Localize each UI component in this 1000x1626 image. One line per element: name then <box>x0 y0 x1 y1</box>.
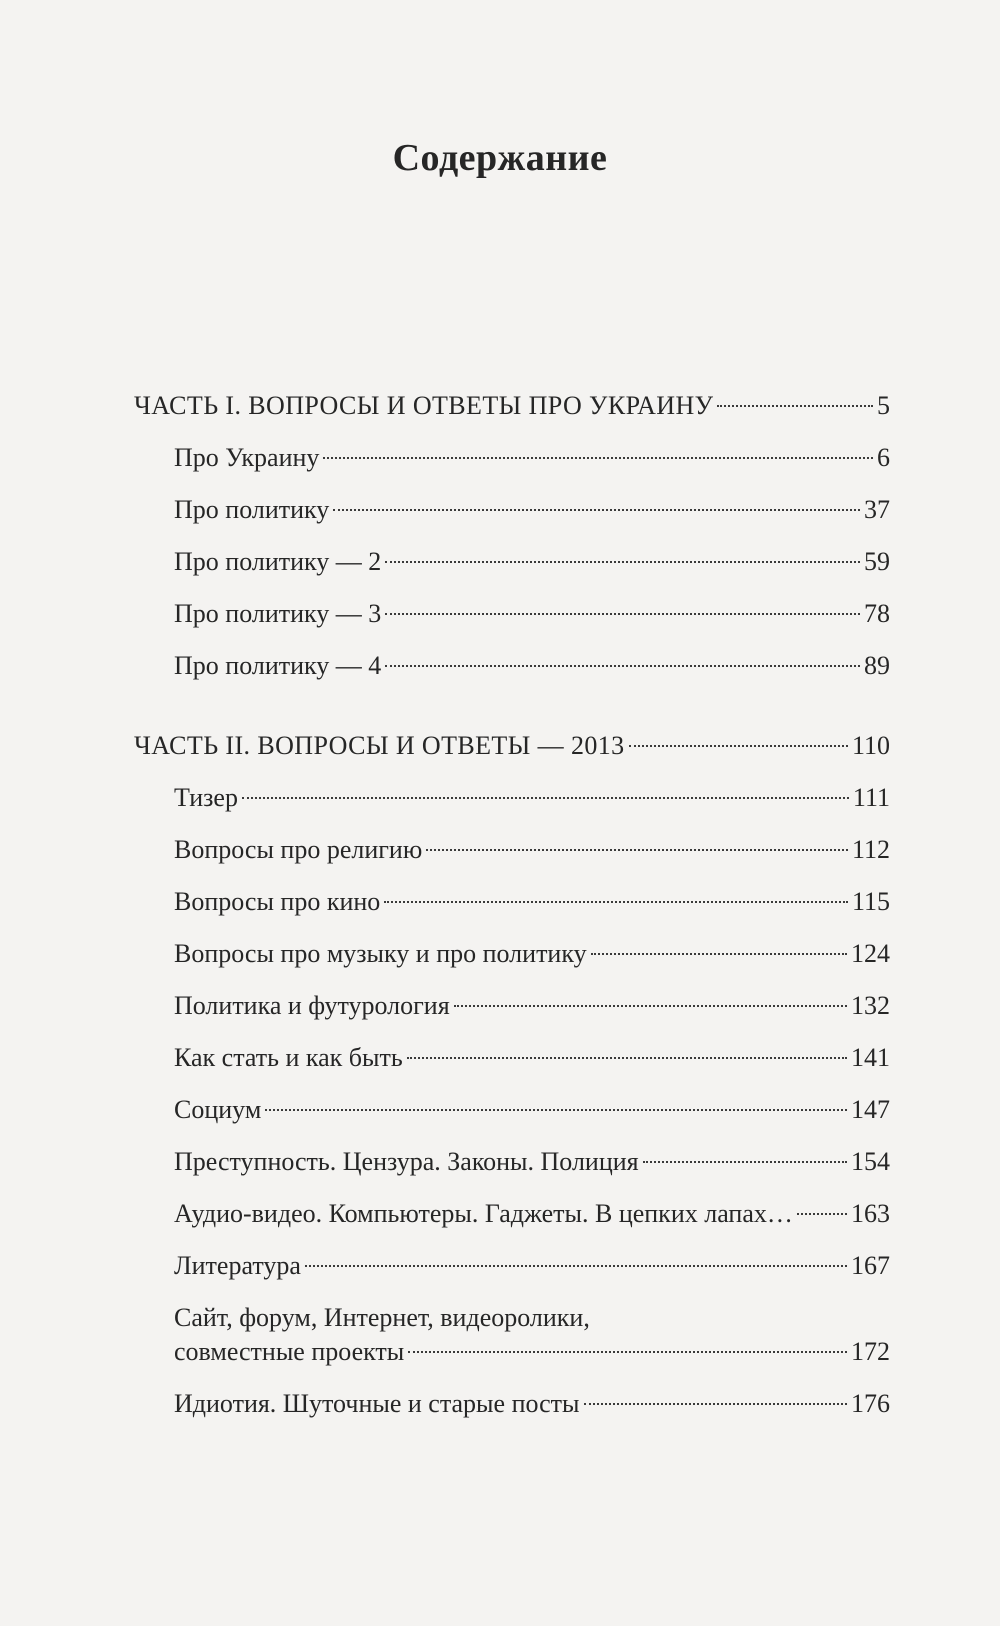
dot-leader <box>717 405 873 407</box>
toc-entry-title: Про политику — 4 <box>174 651 382 680</box>
toc-page-number: 89 <box>864 651 890 680</box>
toc-entry-title: Преступность. Цензура. Законы. Полиция <box>174 1147 639 1176</box>
dot-leader <box>305 1265 847 1267</box>
toc-part-1 <box>134 380 890 692</box>
toc-page-number: 37 <box>864 495 890 524</box>
dot-leader <box>385 665 860 667</box>
dot-leader <box>333 509 860 511</box>
dot-leader <box>242 797 849 799</box>
dot-leader <box>591 953 847 955</box>
toc-part-2 <box>134 720 890 1430</box>
toc-entry[interactable] <box>134 588 890 640</box>
toc-page-number: 147 <box>851 1095 890 1124</box>
dot-leader <box>426 849 848 851</box>
toc-entry[interactable] <box>134 928 890 980</box>
toc-entry-title: Про политику — 3 <box>174 599 382 628</box>
toc-entry-title: Аудио-видео. Компьютеры. Гаджеты. В цепких лапах… <box>174 1199 793 1228</box>
dot-leader <box>584 1403 847 1405</box>
toc-entry[interactable] <box>134 1240 890 1292</box>
toc-page-number: 59 <box>864 547 890 576</box>
toc-page-number: 5 <box>877 391 890 420</box>
toc-entry[interactable] <box>134 1378 890 1430</box>
toc-part-title: ЧАСТЬ I. ВОПРОСЫ И ОТВЕТЫ ПРО УКРАИНУ <box>134 391 714 420</box>
dot-leader <box>797 1213 847 1215</box>
toc-page-number: 163 <box>851 1199 890 1228</box>
toc-entry-title: Тизер <box>174 783 238 812</box>
toc-entry-title: Социум <box>174 1095 262 1124</box>
toc-entry-title: Политика и футурология <box>174 991 450 1020</box>
toc-entry[interactable] <box>134 980 890 1032</box>
dot-leader <box>385 561 860 563</box>
dot-leader <box>385 613 860 615</box>
dot-leader <box>323 457 873 459</box>
dot-leader <box>384 901 848 903</box>
dot-leader <box>407 1057 847 1059</box>
toc-entry[interactable] <box>134 876 890 928</box>
toc-entry[interactable] <box>134 1188 890 1240</box>
toc-entry-title: Про Украину <box>174 443 320 472</box>
dot-leader <box>265 1109 847 1111</box>
toc-entry-title-line2: совместные проекты <box>174 1337 405 1366</box>
toc-entry[interactable] <box>134 1301 890 1369</box>
toc-entry[interactable] <box>134 1136 890 1188</box>
page-title: Содержание <box>392 137 608 179</box>
toc-entry[interactable] <box>134 432 890 484</box>
toc-page-number: 167 <box>851 1251 890 1280</box>
toc-page-number: 78 <box>864 599 890 628</box>
toc-page-number: 111 <box>852 783 890 812</box>
dot-leader <box>643 1161 847 1163</box>
toc-entry[interactable] <box>134 772 890 824</box>
dot-leader <box>408 1351 847 1353</box>
dot-leader <box>629 745 848 747</box>
toc-page-number: 154 <box>851 1147 890 1176</box>
toc-page-number: 6 <box>877 443 890 472</box>
toc-page-number: 172 <box>851 1337 890 1366</box>
toc-page-number: 141 <box>851 1043 890 1072</box>
toc-page-number: 110 <box>851 731 890 760</box>
toc-entry-title: Вопросы про музыку и про политику <box>174 939 587 968</box>
toc-entry[interactable] <box>134 484 890 536</box>
toc-page-number: 176 <box>851 1389 890 1418</box>
toc-entry[interactable] <box>134 640 890 692</box>
toc-page-number: 112 <box>851 835 890 864</box>
toc-page-number: 132 <box>851 991 890 1020</box>
dot-leader <box>454 1005 847 1007</box>
toc-entry[interactable] <box>134 536 890 588</box>
toc-entry-title: Как стать и как быть <box>174 1043 403 1072</box>
table-of-contents <box>134 380 890 1458</box>
toc-entry[interactable] <box>134 1032 890 1084</box>
toc-part-title: ЧАСТЬ II. ВОПРОСЫ И ОТВЕТЫ — 2013 <box>134 731 625 760</box>
toc-entry-title: Про политику — 2 <box>174 547 382 576</box>
toc-entry[interactable] <box>134 824 890 876</box>
toc-entry-title: Идиотия. Шуточные и старые посты <box>174 1389 580 1418</box>
toc-page-number: 124 <box>851 939 890 968</box>
toc-page-number: 115 <box>851 887 890 916</box>
toc-entry[interactable] <box>134 1084 890 1136</box>
toc-entry-title: Литература <box>174 1251 301 1280</box>
toc-part-heading[interactable] <box>134 380 890 432</box>
toc-entry-title: Вопросы про религию <box>174 835 423 864</box>
toc-entry-title: Вопросы про кино <box>174 887 381 916</box>
toc-entry-title: Про политику <box>174 495 330 524</box>
toc-part-heading[interactable] <box>134 720 890 772</box>
toc-entry-title-line1: Сайт, форум, Интернет, видеоролики, <box>174 1303 590 1332</box>
